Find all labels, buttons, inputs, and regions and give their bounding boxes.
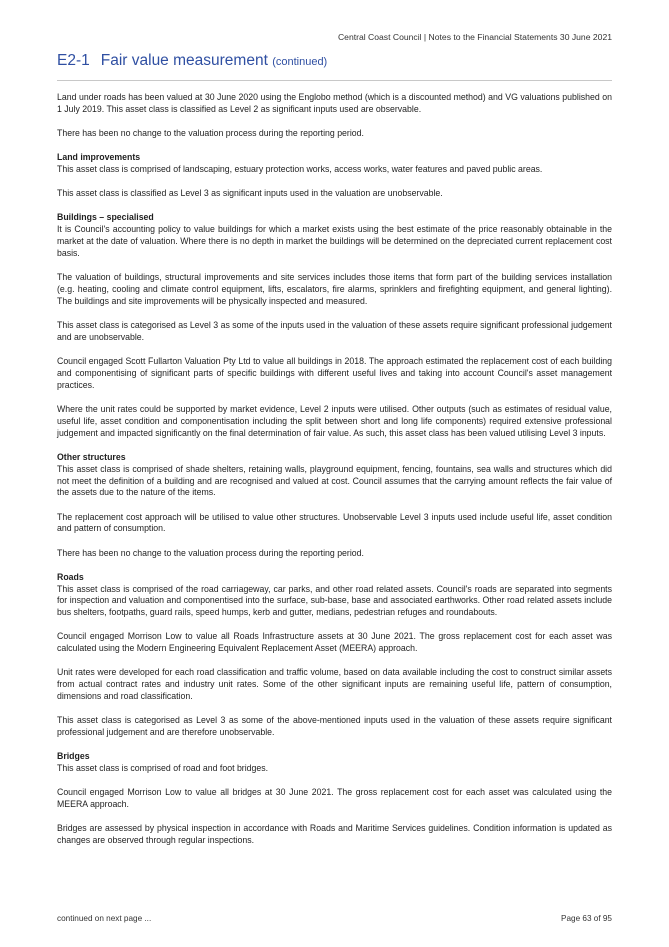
paragraph: This asset class is comprised of the road carriageway, car parks, and other road related assets. Council's roads are separated into segments for inspection and valuation and componentised into the surface, sub-base, base and associated earthworks. Other road related assets include bus shelters, footpaths, guard rails, speed humps, kerb and gutter, medians, pedestrian refuges and roundabouts. xyxy=(57,583,612,618)
paragraph: It is Council's accounting policy to value buildings for which a market exists using the best estimate of the price reasonably obtainable in the market at the date of valuation. Where there is no depth in market the buildings will be determined on the depreciated current replacement cost basis. xyxy=(57,224,612,258)
paragraph: Council engaged Morrison Low to value all Roads Infrastructure assets at 30 June 2021. The gross replacement cost for each asset was calculated using the Modern Engineering Equivalent Replacement Asset (MEERA) approach. xyxy=(57,631,612,654)
section-number: E2-1 xyxy=(57,52,90,69)
paragraph: This asset class is comprised of landscaping, estuary protection works, access works, water features and paved public areas. xyxy=(57,164,543,174)
paragraph: This asset class is categorised as Level 3 as some of the inputs used in the valuation of these assets require significant professional judgement and are unobservable. xyxy=(57,319,612,342)
paragraph: Council engaged Morrison Low to value all bridges at 30 June 2021. The gross replacement cost for each asset was calculated using the MEERA approach. xyxy=(57,787,612,810)
paragraph: The valuation of buildings, structural improvements and site services includes those items that form part of the building services installation (e.g. heating, cooling and climate control equipment, lifts, escalators, fire alarms, sprinklers and firefighting equipment, and general lighting). The buildings and site improvements will be physically inspected and measured. xyxy=(57,272,612,306)
paragraph: The replacement cost approach will be utilised to value other structures. Unobservable Level 3 inputs used include useful life, asset condition and pattern of consumption. xyxy=(57,511,612,534)
body-text xyxy=(57,92,612,859)
subheading-roads: Roads xyxy=(57,571,84,582)
paragraph: This asset class is categorised as Level 3 as some of the above-mentioned inputs used in the valuation of these assets require significant professional judgement and are therefore unobservable. xyxy=(57,715,612,738)
paragraph: This asset class is comprised of shade shelters, retaining walls, playground equipment, fencing, fountains, sea walls and structures which did not meet the definition of a building and are recognised and valued at cost. Council assumes that the carrying amount reflects the fair value of the assets due to the nature of the items. xyxy=(57,463,612,498)
paragraph: Bridges are assessed by physical inspection in accordance with Roads and Maritime Services guidelines. Condition information is updated as changes are observed through regular inspections. xyxy=(57,823,612,846)
section-title: Fair value measurement xyxy=(100,52,268,69)
heading-divider xyxy=(57,80,612,81)
subheading-other-structures: Other structures xyxy=(57,451,126,462)
paragraph: Council engaged Scott Fullarton Valuation Pty Ltd to value all buildings in 2018. The approach estimated the replacement cost of each building and componentising of significant parts of specific buildings with different useful lives and taking into account Council's asset management practices. xyxy=(57,355,612,390)
paragraph: Unit rates were developed for each road classification and traffic volume, based on data available including the cost to construct similar assets from actual contract rates and industry unit rates. Some of the other significant inputs are remaining useful life, pattern of consumption, dimensions and road classification. xyxy=(57,667,612,702)
section-heading xyxy=(57,52,327,70)
paragraph: Land under roads has been valued at 30 June 2020 using the Englobo method (which is a discounted method) and VG valuations published on 1 July 2019. This asset class is classified as Level 2 as significant inputs used are observable. xyxy=(57,92,612,114)
paragraph: There has been no change to the valuation process during the reporting period. xyxy=(57,547,364,558)
page-number: Page 63 of 95 xyxy=(561,914,612,923)
subheading-bridges: Bridges xyxy=(57,751,90,762)
paragraph: This asset class is comprised of road and foot bridges. xyxy=(57,763,269,774)
running-header: Central Coast Council | Notes to the Financial Statements 30 June 2021 xyxy=(337,32,612,42)
subheading-land-improvements: Land improvements xyxy=(57,152,141,163)
paragraph: This asset class is classified as Level 3 as significant inputs used in the valuation are unobservable. xyxy=(57,188,443,199)
paragraph: There has been no change to the valuation process during the reporting period. xyxy=(57,128,364,138)
continued-note: continued on next page ... xyxy=(57,914,152,923)
subheading-buildings: Buildings – specialised xyxy=(57,212,154,223)
continued-label: (continued) xyxy=(272,56,328,68)
paragraph: Where the unit rates could be supported by market evidence, Level 2 inputs were utilised. Other outputs (such as estimates of residual value, useful life, asset condition and componentisation including the split between short and long life components) required extensive professional judgement and impacted significantly on the final determination of fair value. As such, this asset class has been valued utilising Level 3 inputs. xyxy=(57,403,612,438)
